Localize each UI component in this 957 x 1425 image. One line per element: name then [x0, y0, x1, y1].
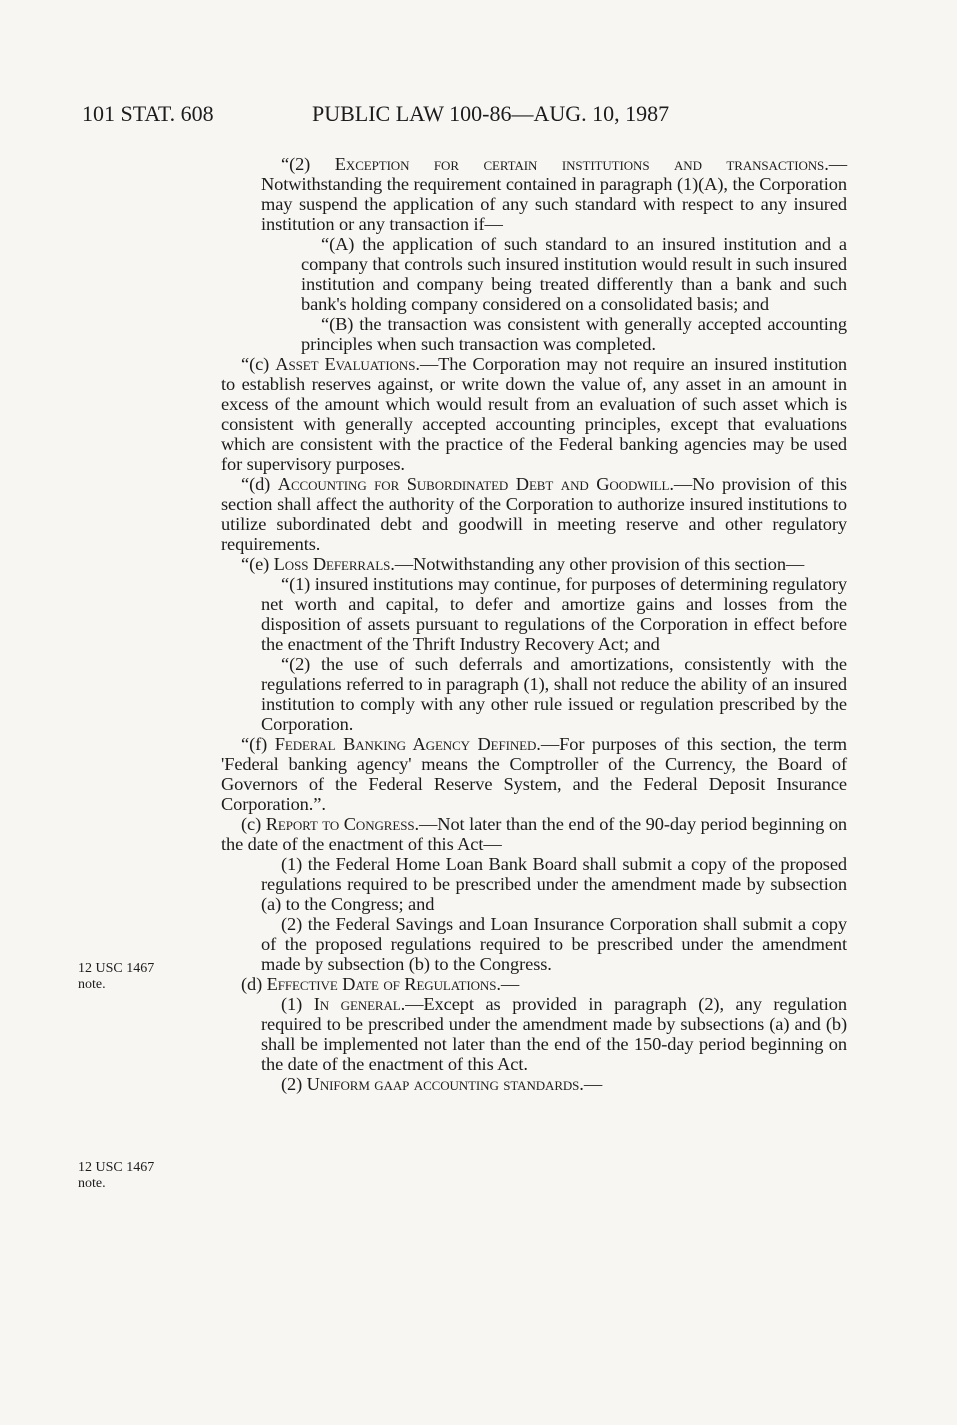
paragraph-text: “(1) insured institutions may continue, for purposes of determining regulatory net worth and capital, to defer and amortize gains and losses from the disposition of assets pursuant to regulations of the Corporation in effect before the enactment of the Thrift Industry Recovery Act; and	[261, 574, 847, 654]
subparagraph	[221, 314, 847, 354]
paragraph-lead: “(c)	[241, 354, 276, 374]
subparagraph	[221, 574, 847, 654]
paragraph-heading: Uniform gaap accounting standards.	[306, 1074, 584, 1094]
paragraph-heading: Loss Deferrals.	[273, 554, 395, 574]
subparagraph	[221, 654, 847, 734]
paragraph-lead: (2)	[281, 1074, 307, 1094]
paragraph-heading: In general.	[313, 994, 406, 1014]
paragraph	[221, 354, 847, 474]
margin-citation	[78, 1160, 154, 1192]
paragraph	[221, 474, 847, 554]
margin-citation-line: note.	[78, 977, 106, 992]
margin-citation-line: 12 USC 1467	[78, 1160, 155, 1175]
paragraph-heading: Exception for certain institutions and transactions.	[334, 154, 829, 174]
paragraph-lead: “(f)	[241, 734, 275, 754]
paragraph-text: “(2) the use of such deferrals and amortizations, consistently with the regulations referred to in paragraph (1), shall not reduce the ability of an insured institution to comply with any other rule issued or regulation prescribed by the Corporation.	[261, 654, 847, 734]
paragraph-lead: “(2)	[281, 154, 335, 174]
paragraph-heading: Accounting for Subordinated Debt and Goodwill.	[277, 474, 674, 494]
paragraph-text: —Notwithstanding any other provision of this section—	[394, 554, 805, 574]
paragraph-lead: (d)	[241, 974, 267, 994]
statute-page-number: 101 STAT. 608	[82, 101, 214, 126]
subparagraph	[221, 994, 847, 1074]
paragraph-text: —	[500, 974, 520, 994]
subparagraph	[221, 1074, 847, 1094]
paragraph-heading: Effective Date of Regulations.	[266, 974, 501, 994]
subparagraph	[221, 914, 847, 974]
paragraph-text: “(B) the transaction was consistent with generally accepted accounting principles when such transaction was completed.	[301, 314, 847, 354]
subparagraph	[221, 234, 847, 314]
document-body	[221, 154, 847, 1094]
paragraph-text: —Except as provided in paragraph (2), any regulation required to be prescribed under the amendment made by subsections (a) and (b) shall be implemented not later than the end of the 150-day period beginning on the date of the enactment of this Act.	[261, 994, 847, 1074]
paragraph-lead: (c)	[241, 814, 266, 834]
paragraph-text: “(A) the application of such standard to an insured institution and a company that controls such insured institution would result in such insured institution and company being treated differently than a bank and such bank's holding company considered on a consolidated basis; and	[301, 234, 847, 314]
paragraph	[221, 974, 847, 994]
paragraph-heading: Asset Evaluations.	[275, 354, 420, 374]
paragraph-heading: Report to Congress.	[265, 814, 419, 834]
margin-citation-line: 12 USC 1467	[78, 961, 155, 976]
margin-citation	[78, 961, 154, 993]
paragraph	[221, 154, 847, 234]
paragraph-heading: Federal Banking Agency Defined.	[274, 734, 541, 754]
paragraph-text: (2) the Federal Savings and Loan Insurance Corporation shall submit a copy of the proposed regulations required to be prescribed under the amendment made by subsection (b) to the Congress.	[261, 914, 847, 974]
paragraph-lead: “(d)	[241, 474, 278, 494]
paragraph-text: (1) the Federal Home Loan Bank Board shall submit a copy of the proposed regulations required to be prescribed under the amendment made by subsection (a) to the Congress; and	[261, 854, 847, 914]
paragraph-text: —For purposes of this section, the term 'Federal banking agency' means the Comptroller of the Currency, the Board of Governors of the Federal Reserve System, and the Federal Deposit Insurance Corporation.”.	[221, 734, 847, 814]
paragraph	[221, 814, 847, 854]
paragraph-text: —The Corporation may not require an insured institution to establish reserves against, or write down the value of, any asset in an amount in excess of the amount which would result from an evaluation of such asset which is consistent with generally accepted accounting principles, except that evaluations which are consistent with the practice of the Federal banking agencies may be used for supervisory purposes.	[221, 354, 848, 474]
paragraph-text: —Notwithstanding the requirement contained in paragraph (1)(A), the Corporation may suspend the application of any such standard with respect to any insured institution or any transaction if—	[261, 154, 847, 234]
paragraph-lead: “(e)	[241, 554, 274, 574]
paragraph-lead: (1)	[281, 994, 314, 1014]
paragraph-text: —No provision of this section shall affect the authority of the Corporation to authorize insured institutions to utilize subordinated debt and goodwill in meeting reserve and other regulatory requirements.	[221, 474, 847, 554]
paragraph-text: —Not later than the end of the 90-day period beginning on the date of the enactment of this Act—	[221, 814, 848, 854]
subparagraph	[221, 854, 847, 914]
paragraph	[221, 734, 847, 814]
public-law-title: PUBLIC LAW 100-86—AUG. 10, 1987	[312, 101, 670, 126]
margin-citation-line: note.	[78, 1176, 106, 1191]
paragraph	[221, 554, 847, 574]
paragraph-text: —	[583, 1074, 603, 1094]
